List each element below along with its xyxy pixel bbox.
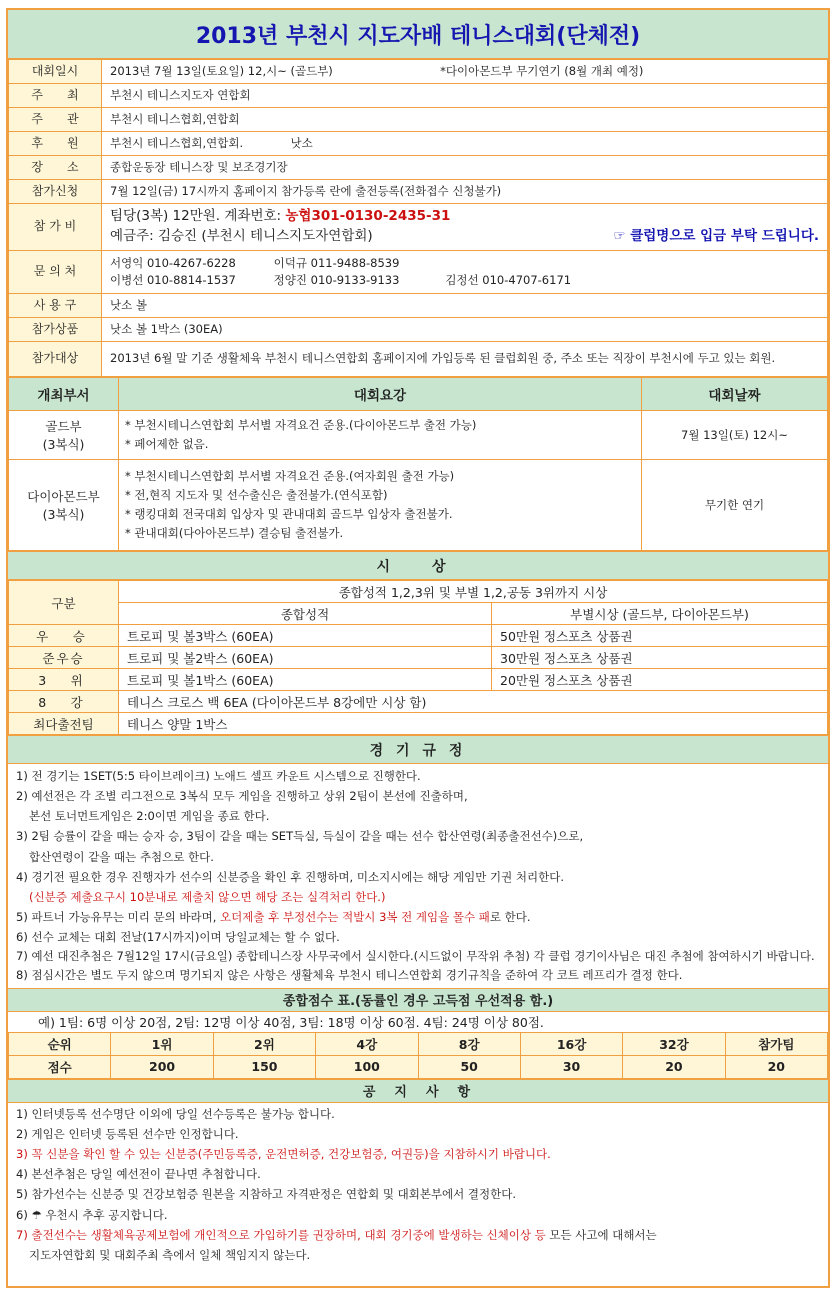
info-row-venue — [9, 156, 828, 180]
award-rank: 최다출전팀 — [9, 713, 119, 735]
rule-item: * 부천시테니스연합회 부서별 자격요건 준용.(여자회원 출전 가능) — [125, 469, 455, 484]
score-cell: 1위 — [111, 1032, 213, 1055]
notice-item-continued: 지도자연합회 및 대회주최 측에서 일체 책임지지 않는다. — [29, 1247, 311, 1262]
info-value: 7월 12일(금) 17시까지 홈페이지 참가등록 란에 출전등록(전화접수 신청불가) — [102, 180, 828, 204]
awards-category-label: 구분 — [9, 581, 119, 625]
fee-note: ☞ 클럽명으로 입금 부탁 드립니다. — [613, 228, 819, 244]
info-value — [102, 60, 828, 84]
account-holder: 예금주: 김승진 (부천시 테니스지도자연합회) — [110, 228, 373, 244]
contact: 김정선 010-4707-6171 — [445, 273, 572, 287]
notice-item: 3) 꼭 신분을 확인 할 수 있는 신분증(주민등록증, 운전면허증, 건강보험증, 여권등)을 지참하시기 바랍니다. — [16, 1147, 551, 1162]
contact: 정양진 010-9133-9133 — [273, 273, 400, 287]
notice-item — [16, 1225, 822, 1245]
notice-item: 2) 게임은 인터넷 등록된 선수만 인정합니다. — [16, 1127, 239, 1142]
score-cell: 점수 — [9, 1055, 111, 1078]
info-label: 대회일시 — [9, 60, 102, 84]
division-date: 무기한 연기 — [642, 460, 828, 551]
award-rank: 3 위 — [9, 669, 119, 691]
award-rank: 우 승 — [9, 625, 119, 647]
info-value: 2013년 6월 말 기준 생활체육 부천시 테니스연합회 홈페이지에 가입등록 된 클럽회원 중, 주소 또는 직장이 부천시에 두고 있는 회원. — [102, 342, 828, 377]
score-cell: 20 — [725, 1055, 827, 1078]
awards-row — [9, 625, 828, 647]
award-overall: 트로피 및 볼3박스 (60EA) — [119, 625, 492, 647]
rule-item: * 랭킹대회 전국대회 입상자 및 관내대회 골드부 입상자 출전불가. — [125, 507, 453, 521]
info-row-organizer — [9, 108, 828, 132]
rule-item: 4) 경기전 필요한 경우 진행자가 선수의 신분증을 확인 후 진행하며, 미소지시에는 해당 게임만 기권 처리한다. — [16, 869, 564, 884]
column-header: 대회날짜 — [642, 378, 828, 411]
rules-list — [8, 764, 828, 988]
info-row-target — [9, 342, 828, 377]
score-cell: 순위 — [9, 1032, 111, 1055]
contact: 서영익 010-4267-6228 — [110, 256, 236, 271]
award-division: 20만원 정스포츠 상품권 — [492, 669, 828, 691]
info-label: 참 가 비 — [9, 204, 102, 251]
contact: 이병선 010-8814-1537 — [110, 273, 236, 287]
score-cell: 2위 — [213, 1032, 315, 1055]
score-cell: 50 — [418, 1055, 520, 1078]
rule-item — [16, 907, 822, 927]
info-row-host — [9, 84, 828, 108]
info-label: 주 최 — [9, 84, 102, 108]
rule-warning: (신분증 제출요구시 10분내로 제출치 않으면 해당 조는 실격처리 한다.) — [29, 889, 386, 904]
notice-item: 4) 본선추첨은 당일 예선전이 끝나면 추첨합니다. — [16, 1167, 261, 1182]
score-value-row — [9, 1055, 828, 1078]
notice-item: 6) ☂ 우천시 추후 공지합니다. — [16, 1207, 168, 1222]
awards-row-most — [9, 713, 828, 735]
score-example: 예) 1팀: 6명 이상 20점, 2팀: 12명 이상 40점, 3팀: 18명 이상 60점. 4팀: 24명 이상 80점. — [38, 1014, 544, 1030]
tournament-flyer — [6, 8, 830, 1288]
rule-item: 3) 2팀 승률이 같을 때는 승자 승, 3팀이 같을 때는 SET득실, 득실이 같을 때는 선수 합산연령(최종출전선수)으로, — [16, 829, 584, 844]
notice-item: 1) 인터넷등록 선수명단 이외에 당일 선수등록은 불가능 합니다. — [16, 1106, 335, 1121]
info-row-ball — [9, 294, 828, 318]
rule-item: 6) 선수 교체는 대회 전날(17시까지)이며 당일교체는 할 수 없다. — [16, 930, 340, 944]
score-cell: 150 — [213, 1055, 315, 1078]
info-value — [102, 251, 828, 294]
rule-text: 5) 파트너 가능유무는 미리 문의 바라며, — [16, 909, 221, 924]
info-value: 종합운동장 테니스장 및 보조경기장 — [102, 156, 828, 180]
award-rank: 8 강 — [9, 691, 119, 713]
info-row-prize — [9, 318, 828, 342]
score-cell: 20 — [623, 1055, 725, 1078]
award-value: 테니스 크로스 백 6EA (다이아몬드부 8강에만 시상 함) — [119, 691, 828, 713]
info-row-sponsor — [9, 132, 828, 156]
column-header: 대회요강 — [119, 378, 642, 411]
awards-col-division: 부별시상 (골드부, 다이아몬드부) — [492, 603, 828, 625]
awards-summary-row — [9, 581, 828, 603]
division-table — [8, 377, 828, 551]
rule-item: 1) 전 경기는 1SET(5:5 타이브레이크) 노애드 셀프 카운트 시스템으로 진행한다. — [16, 769, 421, 783]
rule-item: * 전,현직 지도자 및 선수출신은 출전불가.(연식포함) — [125, 488, 388, 503]
info-value: 부천시 테니스지도자 연합회 — [102, 84, 828, 108]
score-cell: 100 — [316, 1055, 418, 1078]
info-label: 참가상품 — [9, 318, 102, 342]
notice-item: 5) 참가선수는 신분증 및 건강보험증 원본을 지참하고 자격판정은 연합회 및 대회본부에서 결정한다. — [16, 1187, 517, 1202]
rule-item: 2) 예선전은 각 조별 리그전으로 3복식 모두 게임을 진행하고 상위 2팀이 본선에 진출하며, — [16, 789, 468, 804]
notice-text: 모든 사고에 대해서는 — [545, 1227, 657, 1242]
info-label: 문 의 처 — [9, 251, 102, 294]
info-value: 낫소 볼 — [102, 294, 828, 318]
division-title: 골드부 — [45, 419, 82, 434]
division-format: (3복식) — [42, 507, 85, 522]
division-rules — [119, 411, 642, 460]
division-date: 7월 13일(토) 12시~ — [642, 411, 828, 460]
rule-item: * 페어제한 없음. — [125, 437, 209, 451]
info-label: 주 관 — [9, 108, 102, 132]
rule-item: 7) 예선 대진추첨은 7월12일 17시(금요일) 종합테니스장 사무국에서 실시한다.(시드없이 무작위 추첨) 각 클럽 경기이사님은 대진 추첨에 참여하시기 바랍니다. — [16, 949, 815, 964]
division-rules — [119, 460, 642, 551]
awards-summary: 종합성적 1,2,3위 및 부별 1,2,공동 3위까지 시상 — [119, 581, 828, 603]
sponsor-extra: 낫소 — [290, 136, 313, 151]
award-overall: 트로피 및 볼2박스 (60EA) — [119, 647, 492, 669]
sponsor-value: 부천시 테니스협회,연합회. — [110, 136, 244, 151]
info-row-apply — [9, 180, 828, 204]
awards-row — [9, 669, 828, 691]
award-rank: 준우승 — [9, 647, 119, 669]
division-name — [9, 460, 119, 551]
info-row-fee — [9, 204, 828, 251]
awards-col-overall: 종합성적 — [119, 603, 492, 625]
award-overall: 트로피 및 볼1박스 (60EA) — [119, 669, 492, 691]
info-table — [8, 59, 828, 377]
awards-table — [8, 580, 828, 735]
awards-columns-row — [9, 603, 828, 625]
notices-section-header: 공 지 사 항 — [8, 1079, 828, 1103]
rule-item: * 부천시테니스연합회 부서별 자격요건 준용.(다이아몬드부 출전 가능) — [125, 418, 477, 433]
info-value: 낫소 볼 1박스 (30EA) — [102, 318, 828, 342]
info-row-date — [9, 60, 828, 84]
rule-item: * 관내대회(다아아몬드부) 결승팀 출전불가. — [125, 525, 344, 540]
rules-section-header: 경 기 규 정 — [8, 735, 828, 764]
division-title: 다이아몬드부 — [27, 489, 100, 504]
award-value: 테니스 양말 1박스 — [119, 713, 828, 735]
column-header: 개최부서 — [9, 378, 119, 411]
score-cell: 참가팀 — [725, 1032, 827, 1055]
bank-account: 농협301-0130-2435-31 — [285, 208, 451, 225]
score-cell: 8강 — [418, 1032, 520, 1055]
rule-item: 8) 점심시간은 별도 두지 않으며 명기되지 않은 사항은 생활체육 부천시 테니스연합회 경기규칙을 준하여 각 코트 레프리가 결정 한다. — [16, 967, 683, 982]
page-title: 2013년 부천시 지도자배 테니스대회(단체전) — [8, 10, 828, 59]
score-cell: 16강 — [520, 1032, 622, 1055]
notice-warning: 7) 출전선수는 생활체육공제보험에 개인적으로 가입하기를 권장하며, 대회 경기중에 발생하는 신체이상 등 — [16, 1227, 546, 1242]
info-label: 참가신청 — [9, 180, 102, 204]
info-label: 후 원 — [9, 132, 102, 156]
rule-text: 로 한다. — [489, 909, 531, 924]
score-table — [8, 1032, 828, 1079]
info-label: 사 용 구 — [9, 294, 102, 318]
fee-amount: 팀당(3복) 12만원. 계좌번호: — [110, 208, 286, 225]
score-section-header: 종합점수 표.(동률인 경우 고득점 우선적용 함.) — [8, 988, 828, 1012]
rule-warning: 오더제출 후 부정선수는 적발시 3복 전 게임을 몰수 패 — [220, 909, 490, 924]
division-header-row — [9, 378, 828, 411]
awards-section-header: 시 상 — [8, 551, 828, 580]
rule-item-continued: 합산연령이 같을 때는 추첨으로 한다. — [29, 849, 214, 864]
division-name — [9, 411, 119, 460]
info-label: 참가대상 — [9, 342, 102, 377]
division-format: (3복식) — [42, 437, 85, 452]
score-cell: 32강 — [623, 1032, 725, 1055]
division-row-gold — [9, 411, 828, 460]
contact: 이덕규 011-9488-8539 — [273, 256, 400, 271]
date-note: *다이아몬드부 무기연기 (8월 개최 예정) — [440, 64, 644, 79]
info-value — [102, 204, 828, 251]
awards-row-eight — [9, 691, 828, 713]
award-division: 30만원 정스포츠 상품권 — [492, 647, 828, 669]
awards-row — [9, 647, 828, 669]
rule-item-continued: 본선 토너먼트게임은 2:0이면 게임을 종료 한다. — [29, 809, 270, 824]
info-label: 장 소 — [9, 156, 102, 180]
division-row-diamond — [9, 460, 828, 551]
info-value — [102, 132, 828, 156]
date-value: 2013년 7월 13일(토요일) 12,시~ (골드부) — [110, 64, 333, 79]
score-cell: 200 — [111, 1055, 213, 1078]
info-row-contact — [9, 251, 828, 294]
award-division: 50만원 정스포츠 상품권 — [492, 625, 828, 647]
score-head-row — [9, 1032, 828, 1055]
info-value: 부천시 테니스협회,연합회 — [102, 108, 828, 132]
notices-list — [8, 1103, 828, 1267]
score-cell: 30 — [520, 1055, 622, 1078]
score-cell: 4강 — [316, 1032, 418, 1055]
